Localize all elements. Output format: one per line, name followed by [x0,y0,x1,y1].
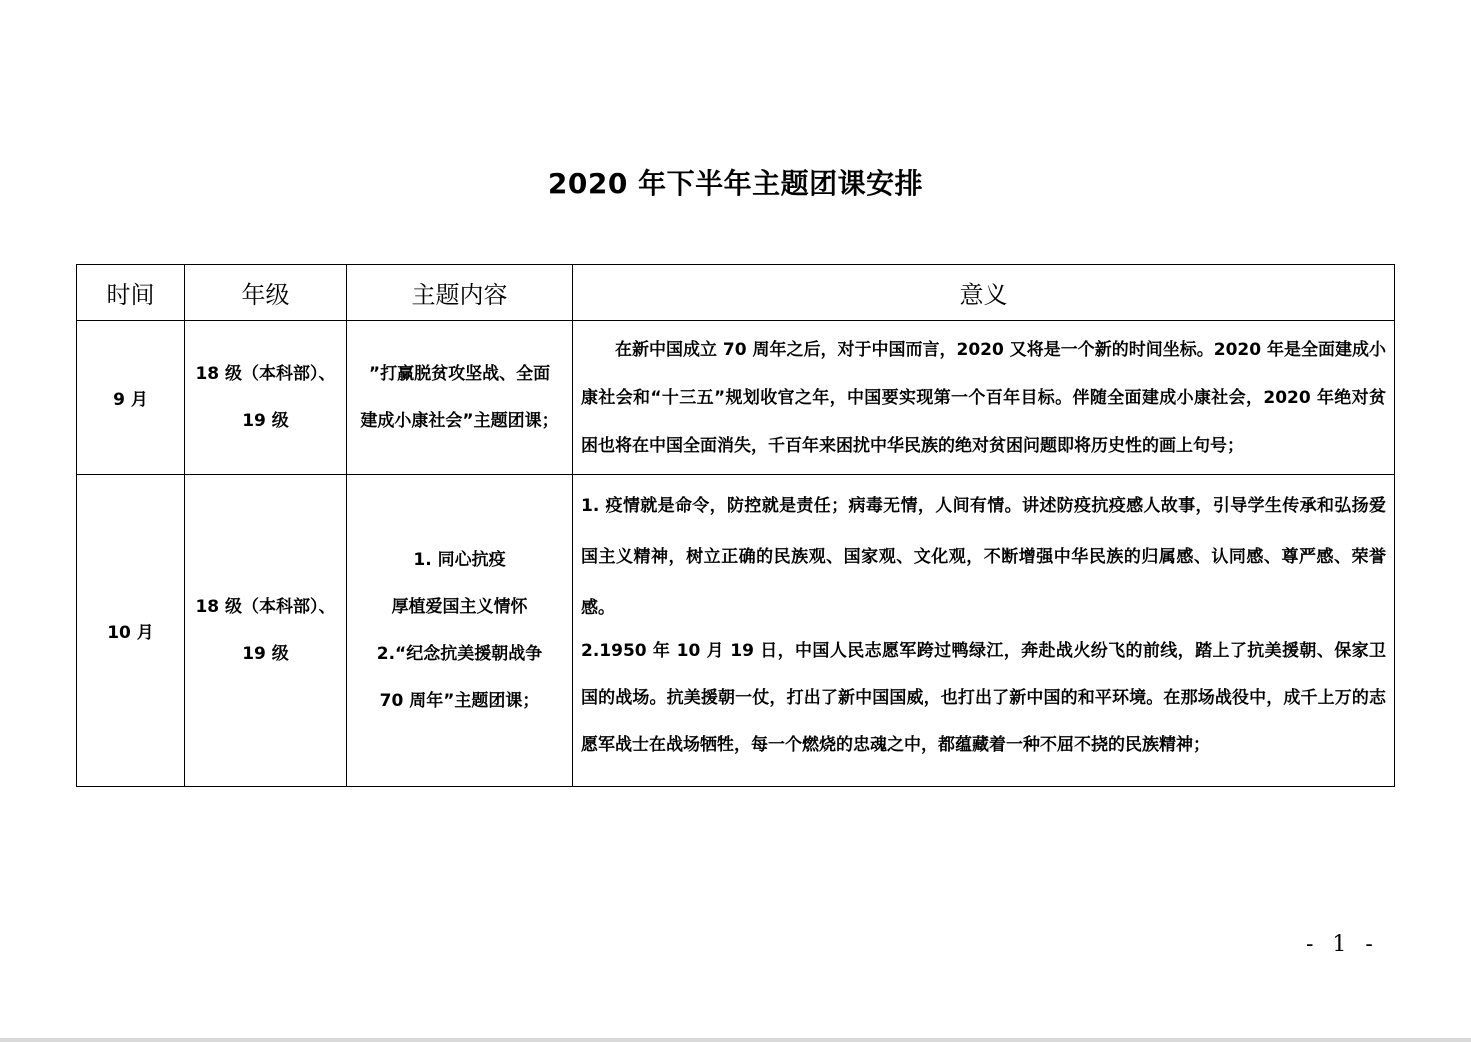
topic-cell [347,321,573,475]
topic-line: 2.“纪念抗美援朝战争 [376,643,543,664]
meaning-cell [573,321,1395,475]
header-grade: 年级 [185,265,347,321]
grade-line: 18 级（本科部）、 [195,363,336,384]
meaning-paragraph: 1. 疫情就是命令，防控就是责任；病毒无情，人间有情。讲述防疫抗疫感人故事，引导学生传承和弘扬爱国主义精神，树立正确的民族观、国家观、文化观，不断增强中华民族的归属感、认同感、尊严感、荣誉感。 [581,496,1386,618]
schedule-table [76,264,1395,787]
page-title: 2020 年下半年主题团课安排 [547,167,924,200]
topic-cell [347,475,573,787]
grade-line: 18 级（本科部）、 [195,596,336,617]
header-topic: 主题内容 [347,265,573,321]
page-number: - 1 - [1306,932,1379,957]
header-meaning: 意义 [573,265,1395,321]
topic-line: 1. 同心抗疫 [413,549,506,570]
time-cell: 9 月 [77,321,185,475]
topic-line: 厚植爱国主义情怀 [391,596,528,617]
time-cell: 10 月 [77,475,185,787]
meaning-paragraph: 2.1950 年 10 月 19 日，中国人民志愿军跨过鸭绿江，奔赴战火纷飞的前线，踏上了抗美援朝、保家卫国的战场。抗美援朝一仗，打出了新中国国威，也打出了新中国的和平环境。在那场战役中，成千上万的志愿军战士在战场牺牲，每一个燃烧的忠魂之中，都蕴藏着一种不屈不挠的民族精神； [581,641,1386,755]
grade-cell [185,321,347,475]
meaning-cell [573,475,1395,787]
meaning-paragraph: 在新中国成立 70 周年之后，对于中国而言，2020 又将是一个新的时间坐标。2020 年是全面建成小康社会和“十三五”规划收官之年，中国要实现第一个百年目标。伴随全面建成小康社会，2020 年绝对贫困也将在中国全面消失，千百年来困扰中华民族的绝对贫困问题即将历史性的画上句号； [581,339,1386,456]
page-bottom-divider [0,1038,1471,1042]
table-row [77,475,1395,787]
grade-line: 19 级 [242,643,289,664]
topic-line: 建成小康社会”主题团课； [360,410,559,431]
grade-cell [185,475,347,787]
header-time: 时间 [77,265,185,321]
topic-line: ”打赢脱贫攻坚战、全面 [368,363,551,384]
table-row [77,321,1395,475]
topic-line: 70 周年”主题团课； [379,690,540,711]
grade-line: 19 级 [242,410,289,431]
table-header-row [77,265,1395,321]
